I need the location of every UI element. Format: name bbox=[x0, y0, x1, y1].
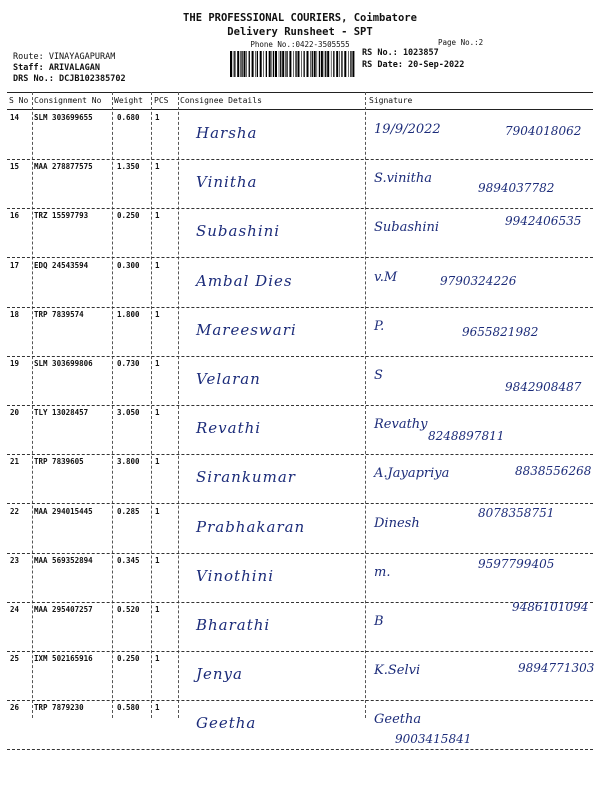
consignee-name: Geetha bbox=[196, 714, 257, 733]
route-label: Route: VINAYAGAPURAM bbox=[13, 52, 116, 62]
weight-value: 1.800 bbox=[117, 309, 140, 319]
table-top-rule bbox=[7, 92, 593, 93]
col-header-consignee: Consignee Details bbox=[180, 96, 262, 105]
pieces-count: 1 bbox=[155, 113, 160, 122]
consignment-number: MAA 569352894 bbox=[34, 555, 93, 565]
consignee-name: Jenya bbox=[196, 665, 243, 684]
consignee-name: Prabhakaran bbox=[196, 517, 306, 536]
serial-number: 22 bbox=[10, 506, 20, 516]
consignee-name: Harsha bbox=[196, 124, 258, 142]
consignment-number: SLM 303699655 bbox=[34, 113, 93, 122]
consignment-number: TRP 7839605 bbox=[34, 457, 84, 467]
signature-text: K.Selvi bbox=[374, 663, 421, 679]
weight-value: 1.350 bbox=[117, 162, 140, 172]
signature-text: Dinesh bbox=[374, 515, 420, 531]
consignee-name: Bharathi bbox=[196, 616, 271, 634]
company-phone: Phone No.:0422-3505555 bbox=[250, 40, 350, 49]
weight-value: 0.730 bbox=[117, 359, 140, 368]
receiver-phone: 9655821982 bbox=[462, 324, 539, 339]
weight-value: 0.680 bbox=[117, 113, 140, 122]
pieces-count: 1 bbox=[155, 211, 160, 221]
serial-number: 20 bbox=[10, 408, 20, 418]
consignment-number: TRP 7879230 bbox=[34, 703, 84, 713]
pieces-count: 1 bbox=[155, 506, 160, 516]
signature-text: S bbox=[374, 368, 383, 383]
weight-value: 3.800 bbox=[117, 457, 140, 467]
table-row bbox=[0, 700, 600, 749]
consignment-number: IXM 502165916 bbox=[34, 654, 93, 664]
pieces-count: 1 bbox=[155, 260, 160, 270]
serial-number: 24 bbox=[10, 605, 20, 614]
row-divider bbox=[7, 749, 593, 750]
pieces-count: 1 bbox=[155, 605, 160, 614]
col-header-signature: Signature bbox=[369, 96, 413, 105]
table-row bbox=[0, 258, 600, 307]
barcode-image bbox=[230, 51, 355, 77]
receiver-phone: 9842908487 bbox=[505, 380, 582, 394]
rs-number: RS No.: 1023857 bbox=[362, 48, 439, 58]
col-header-pcs: PCS bbox=[154, 96, 169, 105]
pieces-count: 1 bbox=[155, 309, 160, 319]
weight-value: 0.300 bbox=[117, 260, 140, 270]
consignment-number: MAA 295407257 bbox=[34, 605, 93, 614]
company-title: THE PROFESSIONAL COURIERS, Coimbatore bbox=[183, 12, 417, 24]
table-row bbox=[0, 159, 600, 208]
consignment-number: MAA 294015445 bbox=[34, 506, 93, 516]
receiver-phone: 9486101094 bbox=[512, 600, 589, 614]
consignment-number: MAA 278877575 bbox=[34, 162, 93, 172]
consignment-number: TRZ 15597793 bbox=[34, 211, 89, 221]
pieces-count: 1 bbox=[155, 654, 160, 664]
weight-value: 0.580 bbox=[117, 703, 140, 713]
table-row bbox=[0, 553, 600, 602]
serial-number: 23 bbox=[10, 555, 20, 565]
serial-number: 26 bbox=[10, 703, 20, 713]
consignee-name: Subashini bbox=[196, 222, 281, 241]
pieces-count: 1 bbox=[155, 457, 160, 467]
page-number: Page No.:2 bbox=[438, 38, 484, 47]
pieces-count: 1 bbox=[155, 703, 160, 713]
weight-value: 0.250 bbox=[117, 211, 140, 221]
pieces-count: 1 bbox=[155, 408, 160, 418]
receiver-phone: 8248897811 bbox=[428, 429, 505, 444]
table-row bbox=[0, 110, 600, 159]
table-row bbox=[0, 602, 600, 651]
pieces-count: 1 bbox=[155, 162, 160, 172]
pieces-count: 1 bbox=[155, 359, 160, 368]
receiver-phone: 9894037782 bbox=[478, 181, 555, 196]
consignment-number: EDQ 24543594 bbox=[34, 260, 89, 270]
rs-date: RS Date: 20-Sep-2022 bbox=[362, 60, 465, 70]
receiver-phone: 9894771303 bbox=[518, 661, 595, 676]
signature-text: Revathy bbox=[374, 417, 428, 433]
receiver-phone: 9790324226 bbox=[440, 273, 517, 288]
table-row bbox=[0, 405, 600, 454]
signature-text: A.Jayapriya bbox=[374, 466, 450, 482]
receiver-phone: 9003415841 bbox=[395, 732, 472, 747]
serial-number: 21 bbox=[10, 457, 20, 467]
weight-value: 0.250 bbox=[117, 654, 140, 664]
consignee-name: Ambal Dies bbox=[196, 271, 293, 290]
consignee-name: Sirankumar bbox=[196, 468, 296, 487]
receiver-phone: 8838556268 bbox=[515, 464, 592, 479]
serial-number: 16 bbox=[10, 211, 20, 221]
serial-number: 17 bbox=[10, 260, 20, 270]
col-header-sno: S No bbox=[9, 96, 29, 105]
serial-number: 14 bbox=[10, 113, 20, 122]
consignee-name: Vinitha bbox=[196, 173, 258, 192]
weight-value: 3.050 bbox=[117, 408, 140, 418]
weight-value: 0.285 bbox=[117, 506, 140, 516]
col-header-consignment: Consignment No bbox=[34, 96, 102, 105]
table-row bbox=[0, 504, 600, 553]
serial-number: 19 bbox=[10, 359, 20, 368]
receiver-phone: 9942406535 bbox=[505, 214, 582, 229]
signature-text: v.M bbox=[374, 269, 398, 285]
consignee-name: Revathi bbox=[196, 419, 262, 438]
consignment-number: SLM 303699806 bbox=[34, 359, 93, 368]
consignee-name: Vinothini bbox=[196, 566, 275, 585]
serial-number: 18 bbox=[10, 309, 20, 319]
receiver-phone: 7904018062 bbox=[505, 124, 582, 138]
table-row bbox=[0, 651, 600, 700]
runsheet-title: Delivery Runsheet - SPT bbox=[227, 26, 373, 38]
drs-number: DRS No.: DCJB102385702 bbox=[13, 74, 126, 84]
receiver-phone: 8078358751 bbox=[478, 505, 555, 520]
consignment-number: TRP 7839574 bbox=[34, 309, 84, 319]
signature-text: Geetha bbox=[374, 712, 422, 728]
weight-value: 0.520 bbox=[117, 605, 140, 614]
serial-number: 15 bbox=[10, 162, 20, 172]
staff-label: Staff: ARIVALAGAN bbox=[13, 63, 100, 73]
consignee-name: Mareeswari bbox=[196, 320, 297, 339]
pieces-count: 1 bbox=[155, 555, 160, 565]
signature-text: S.vinitha bbox=[374, 171, 432, 187]
table-row bbox=[0, 208, 600, 257]
signature-text: B bbox=[374, 614, 384, 629]
consignee-name: Velaran bbox=[196, 370, 261, 388]
serial-number: 25 bbox=[10, 654, 20, 664]
receiver-phone: 9597799405 bbox=[478, 556, 555, 571]
weight-value: 0.345 bbox=[117, 555, 140, 565]
signature-text: Subashini bbox=[374, 220, 440, 236]
signature-text: m. bbox=[374, 564, 391, 580]
table-row bbox=[0, 454, 600, 503]
table-row bbox=[0, 356, 600, 405]
table-row bbox=[0, 307, 600, 356]
consignment-number: TLY 13028457 bbox=[34, 408, 89, 418]
signature-text: P. bbox=[374, 318, 385, 334]
signature-text: 19/9/2022 bbox=[374, 122, 441, 137]
col-header-weight: Weight bbox=[114, 96, 143, 105]
